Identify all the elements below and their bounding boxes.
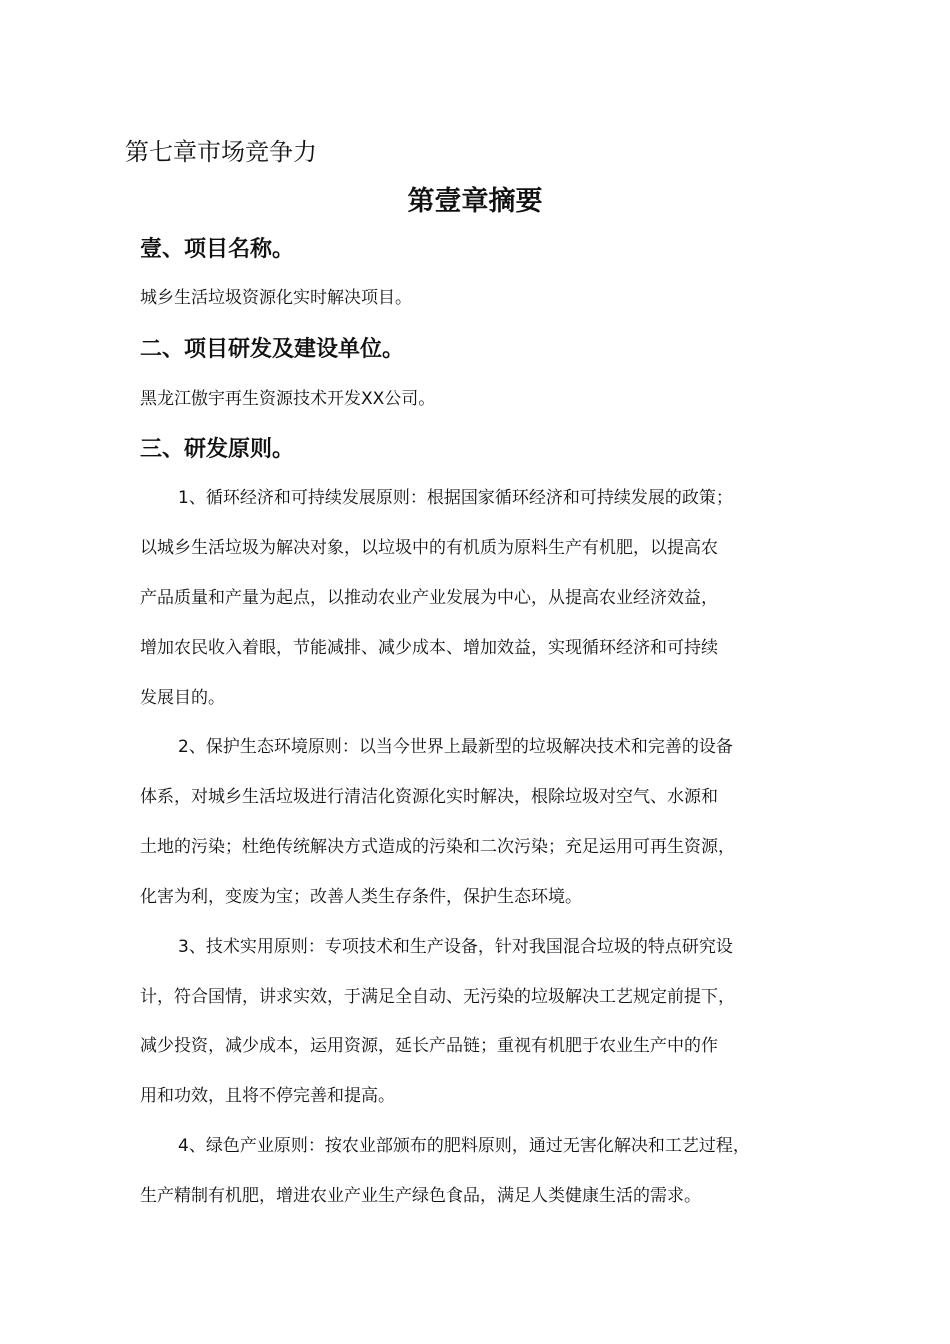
- section-body-project-name: 城乡生活垃圾资源化实时解决项目。: [140, 288, 412, 308]
- paragraph-line: 计，符合国情，讲求实效，于满足全自动、无污染的垃圾解决工艺规定前提下，: [140, 987, 735, 1007]
- paragraph-line: 减少投资，减少成本，运用资源，延长产品链；重视有机肥于农业生产中的作: [140, 1036, 718, 1056]
- paragraph-line: 3、技术实用原则：专项技术和生产设备，针对我国混合垃圾的特点研究设: [178, 937, 733, 957]
- section-heading-project-name: 壹、项目名称。: [140, 237, 295, 262]
- chapter-running-head: 第七章市场竞争力: [125, 138, 317, 166]
- section-heading-principles: 三、研发原则。: [140, 437, 295, 462]
- paragraph-line: 化害为利，变废为宝；改善人类生存条件，保护生态环境。: [140, 887, 582, 907]
- paragraph-line: 用和功效，且将不停完善和提高。: [140, 1086, 395, 1106]
- paragraph-line: 4、绿色产业原则：按农业部颁布的肥料原则，通过无害化解决和工艺过程，: [178, 1136, 750, 1156]
- paragraph-line: 产品质量和产量为起点，以推动农业产业发展为中心，从提高农业经济效益，: [140, 588, 718, 608]
- paragraph-line: 体系，对城乡生活垃圾进行清洁化资源化实时解决，根除垃圾对空气、水源和: [140, 787, 718, 807]
- document-title: 第壹章摘要: [407, 186, 543, 217]
- paragraph-line: 以城乡生活垃圾为解决对象，以垃圾中的有机质为原料生产有机肥，以提高农: [140, 538, 718, 558]
- paragraph-line: 土地的污染；杜绝传统解决方式造成的污染和二次污染；充足运用可再生资源，: [140, 837, 735, 857]
- section-heading-developer: 二、项目研发及建设单位。: [140, 337, 405, 362]
- paragraph-line: 1、循环经济和可持续发展原则：根据国家循环经济和可持续发展的政策；: [178, 488, 733, 508]
- section-body-developer: 黑龙江傲宇再生资源技术开发XX公司。: [140, 389, 436, 409]
- paragraph-line: 生产精制有机肥，增进农业产业生产绿色食品，满足人类健康生活的需求。: [140, 1186, 701, 1206]
- paragraph-line: 发展目的。: [140, 688, 225, 708]
- paragraph-line: 增加农民收入着眼，节能减排、减少成本、增加效益，实现循环经济和可持续: [140, 638, 718, 658]
- paragraph-line: 2、保护生态环境原则：以当今世界上最新型的垃圾解决技术和完善的设备: [178, 737, 733, 757]
